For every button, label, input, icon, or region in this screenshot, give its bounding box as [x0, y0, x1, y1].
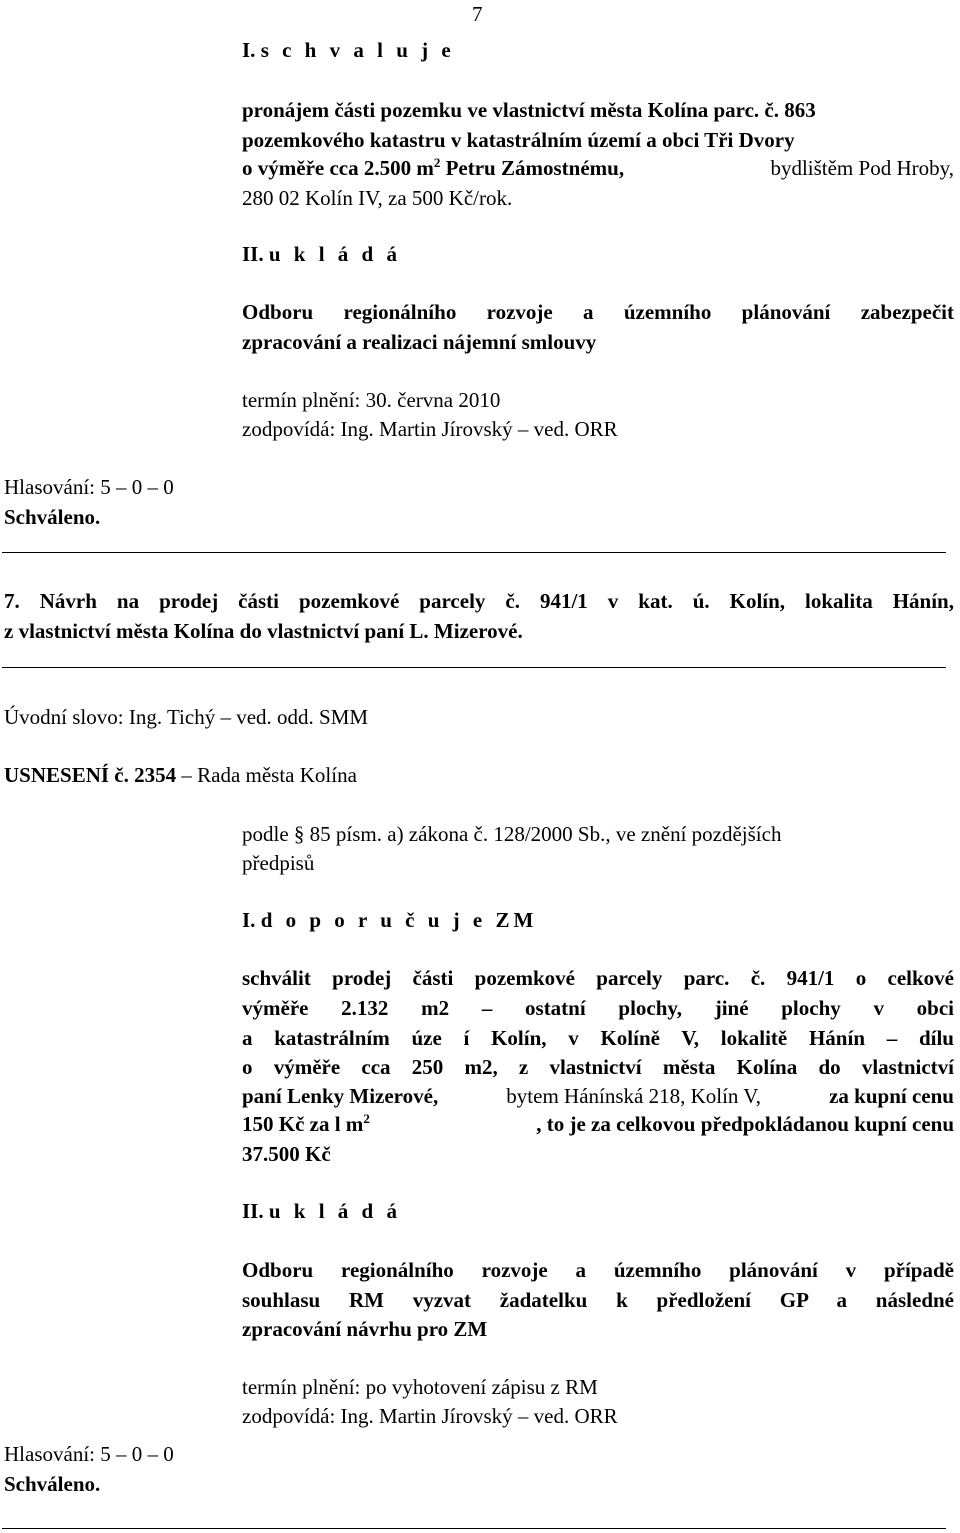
approve-line-7: 37.500 Kč — [242, 1142, 331, 1166]
vote-result: Hlasování: 5 – 0 – 0 — [4, 475, 174, 499]
deadline-2: termín plnění: po vyhotovení zápisu z RM — [242, 1375, 598, 1399]
approve-line-2: výměře 2.132 m2 – ostatní plochy, jiné plochy v obci — [242, 996, 954, 1020]
task-line-2: zpracování a realizaci nájemní smlouvy — [242, 330, 597, 354]
section-heading-approves: I. s c h v a l u j e — [242, 38, 455, 62]
section-heading-recommends: I. d o p o r u č u j e ZM — [242, 908, 538, 932]
deadline: termín plnění: 30. června 2010 — [242, 388, 501, 412]
item-title-line-2: z vlastnictví města Kolína do vlastnictví paní L. Mizerové. — [4, 619, 523, 643]
vote-result-2: Hlasování: 5 – 0 – 0 — [4, 1442, 174, 1466]
lease-text-line-2: pozemkového katastru v katastrálním území a obci Tři Dvory — [242, 128, 795, 152]
approved-status: Schváleno. — [4, 505, 101, 529]
page-number: 7 — [472, 2, 483, 26]
section-heading-orders-2: II. u k l á d á — [242, 1199, 401, 1223]
section-heading-orders: II. u k l á d á — [242, 242, 401, 266]
divider — [2, 667, 946, 668]
task2-line-2: souhlasu RM vyzvat žadatelku k předložení GP a následné — [242, 1288, 954, 1312]
approve-line-4: o výměře cca 250 m2, z vlastnictví města Kolína do vlastnictví — [242, 1055, 954, 1079]
task2-line-1: Odboru regionálního rozvoje a územního plánování v případě — [242, 1258, 954, 1282]
approve-line-1: schválit prodej části pozemkové parcely parc. č. 941/1 o celkové — [242, 966, 954, 990]
divider — [2, 1528, 946, 1529]
responsible-person: zodpovídá: Ing. Martin Jírovský – ved. ORR — [242, 417, 618, 441]
approved-status-2: Schváleno. — [4, 1472, 101, 1496]
approve-line-3: a katastrálním úze í Kolín, v Kolíně V, lokalitě Hánín – dílu — [242, 1026, 954, 1050]
resolution-heading: USNESENÍ č. 2354 – Rada města Kolína — [4, 763, 357, 787]
lease-text-line-3: o výměře cca 2.500 $m^2$ Petru Zámostnému, bydlištěm Pod Hroby, — [242, 155, 954, 180]
divider — [2, 552, 946, 553]
approve-line-5: paní Lenky Mizerové, bytem Hánínská 218, Kolín V, za kupní cenu — [242, 1084, 954, 1108]
legal-basis-line-1: podle § 85 písm. a) zákona č. 128/2000 Sb., ve znění pozdějších — [242, 822, 782, 846]
responsible-person-2: zodpovídá: Ing. Martin Jírovský – ved. ORR — [242, 1404, 618, 1428]
task2-line-3: zpracování návrhu pro ZM — [242, 1317, 488, 1341]
intro-speaker: Úvodní slovo: Ing. Tichý – ved. odd. SMM — [4, 705, 369, 729]
lease-text-line-1: pronájem části pozemku ve vlastnictví města Kolína parc. č. 863 — [242, 98, 816, 122]
lease-text-line-4: 280 02 Kolín IV, za 500 Kč/rok. — [242, 186, 513, 210]
approve-line-6: 150 Kč za l $m^2$ , to je za celkovou předpokládanou kupní cenu — [242, 1111, 954, 1136]
legal-basis-line-2: předpisů — [242, 851, 315, 875]
task-line-1: Odboru regionálního rozvoje a územního plánování zabezpečit — [242, 300, 954, 324]
item-title-line-1: 7. Návrh na prodej části pozemkové parcely č. 941/1 v kat. ú. Kolín, lokalita Hánín, — [4, 589, 954, 613]
